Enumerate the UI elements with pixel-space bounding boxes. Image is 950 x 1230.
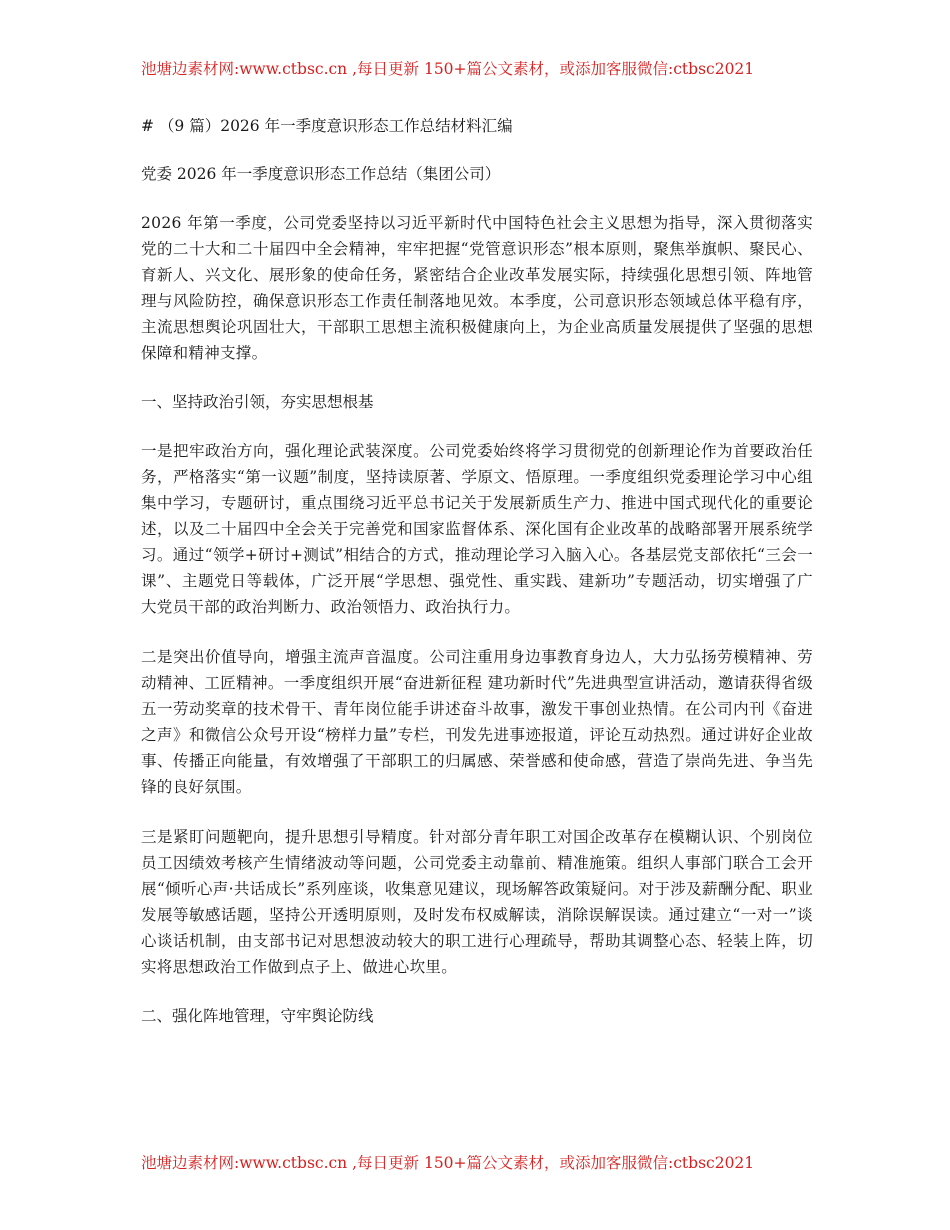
footer-watermark: 池塘边素材网:www.ctbsc.cn ,每日更新 150+篇公文素材，或添加客服微信:ctbsc2021 xyxy=(141,1154,755,1172)
header-watermark: 池塘边素材网:www.ctbsc.cn ,每日更新 150+篇公文素材，或添加客服微信:ctbsc2021 xyxy=(141,60,755,78)
section-1-heading: 一、坚持政治引领，夯实思想根基 xyxy=(141,393,374,411)
section-2-heading: 二、强化阵地管理，守牢舆论防线 xyxy=(141,1007,374,1025)
intro-paragraph: 2026 年第一季度，公司党委坚持以习近平新时代中国特色社会主义思想为指导，深入贯彻落实党的二十大和二十届四中全会精神，牢牢把握“党管意识形态”根本原则，聚焦举旗帜、聚民心、育新人、兴文化、展形象的使命任务，紧密结合企业改革发展实际，持续强化思想引领、阵地管理与风险防控，确保意识形态工作责任制落地见效。本季度，公司意识形态领域总体平稳有序，主流思想舆论巩固壮大，干部职工思想主流积极健康向上，为企业高质量发展提供了坚强的思想保障和精神支撑。 xyxy=(141,214,813,362)
document-title: 党委 2026 年一季度意识形态工作总结（集团公司） xyxy=(141,165,501,183)
section-1-paragraph-2: 二是突出价值导向，增强主流声音温度。公司注重用身边事教育身边人，大力弘扬劳模精神、劳动精神、工匠精神。一季度组织开展“奋进新征程 建功新时代”先进典型宣讲活动，邀请获得省级五一劳动奖章的技术骨干、青年岗位能手讲述奋斗故事，激发干事创业热情。在公司内刊《奋进之声》和微信公众号开设“榜样力量”专栏，刊发先进事迹报道，评论互动热烈。通过讲好企业故事、传播正向能量，有效增强了干部职工的归属感、荣誉感和使命感，营造了崇尚先进、争当先锋的良好氛围。 xyxy=(141,648,813,796)
collection-title: # （9 篇）2026 年一季度意识形态工作总结材料汇编 xyxy=(141,117,513,135)
section-1-paragraph-1: 一是把牢政治方向，强化理论武装深度。公司党委始终将学习贯彻党的创新理论作为首要政治任务，严格落实“第一议题”制度，坚持读原著、学原文、悟原理。一季度组织党委理论学习中心组集中学习，专题研讨，重点围绕习近平总书记关于发展新质生产力、推进中国式现代化的重要论述，以及二十届四中全会关于完善党和国家监督体系、深化国有企业改革的战略部署开展系统学习。通过“领学+研讨+测试”相结合的方式，推动理论学习入脑入心。各基层党支部依托“三会一课”、主题党日等载体，广泛开展“学思想、强党性、重实践、建新功”专题活动，切实增强了广大党员干部的政治判断力、政治领悟力、政治执行力。 xyxy=(141,442,813,616)
section-1-paragraph-3: 三是紧盯问题靶向，提升思想引导精度。针对部分青年职工对国企改革存在模糊认识、个别岗位员工因绩效考核产生情绪波动等问题，公司党委主动靠前、精准施策。组织人事部门联合工会开展“倾听心声·共话成长”系列座谈，收集意见建议，现场解答政策疑问。对于涉及薪酬分配、职业发展等敏感话题，坚持公开透明原则，及时发布权威解读，消除误解误读。通过建立“一对一”谈心谈话机制，由支部书记对思想波动较大的职工进行心理疏导，帮助其调整心态、轻装上阵，切实将思想政治工作做到点子上、做进心坎里。 xyxy=(141,828,813,976)
document-body xyxy=(141,114,813,1052)
